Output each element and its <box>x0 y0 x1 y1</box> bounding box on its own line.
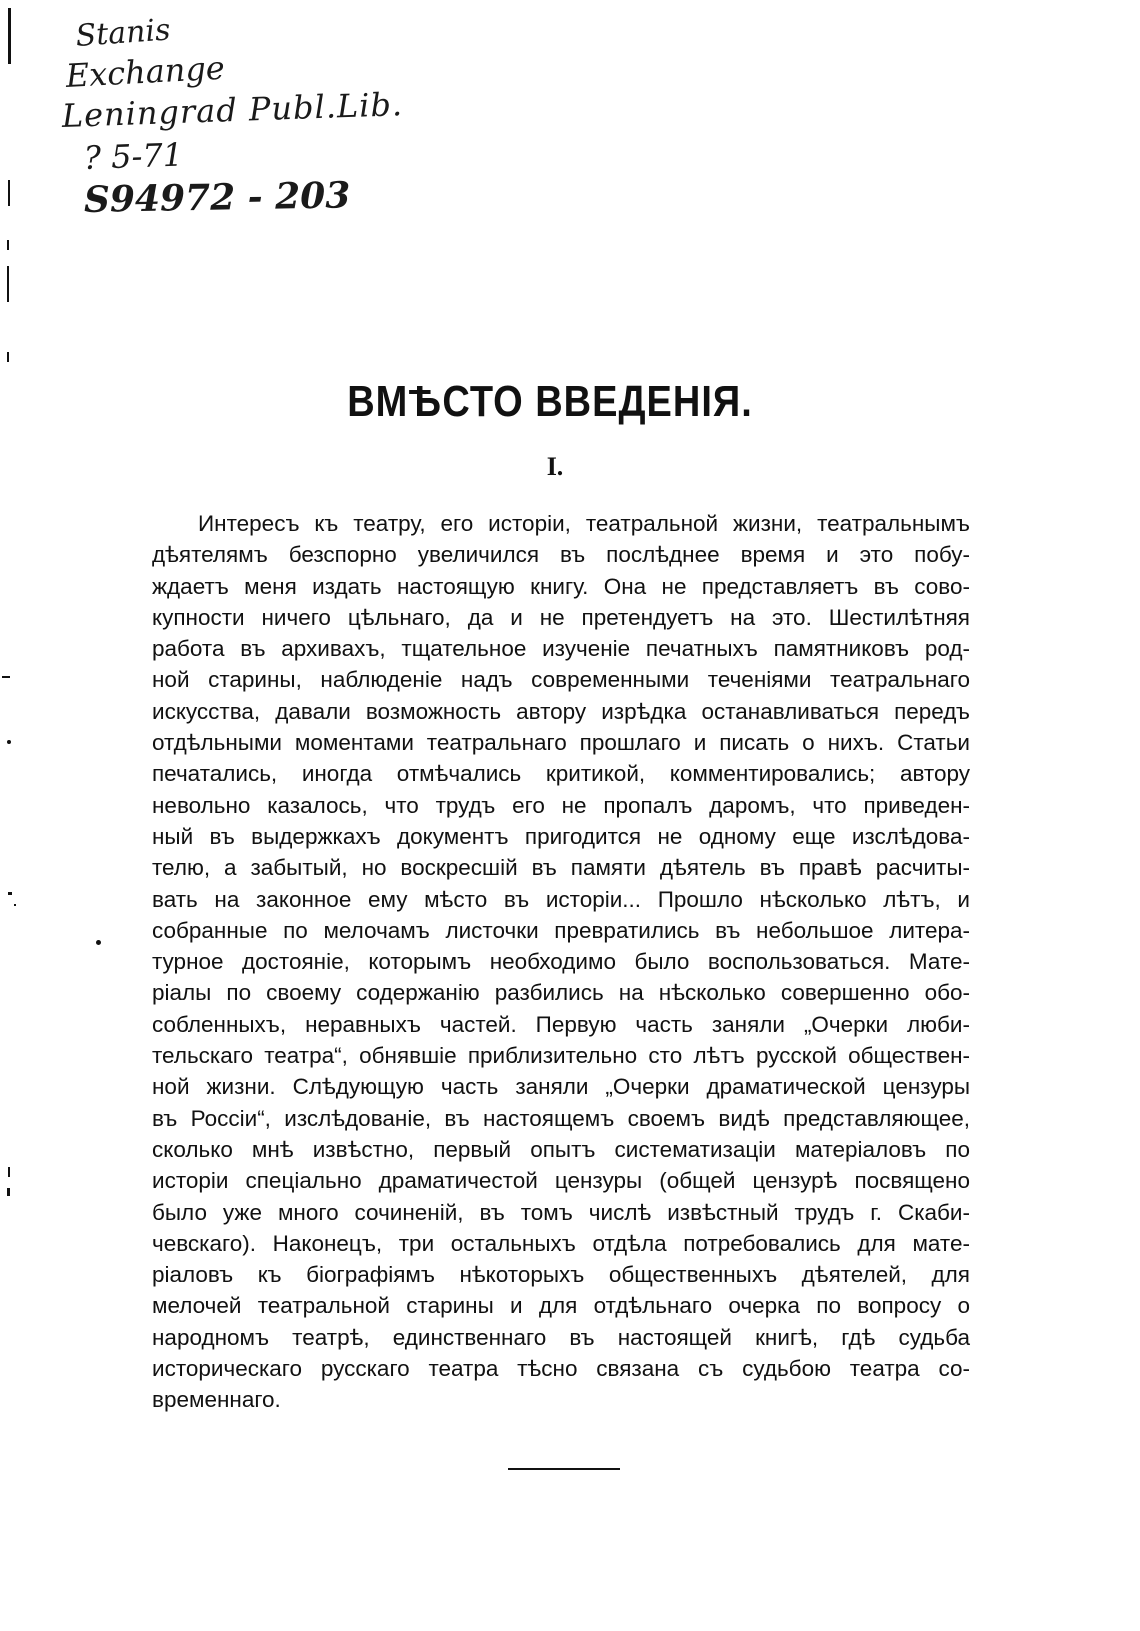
text-line: ный въ выдержкахъ документъ пригодится не одному еще изслѣдова- <box>152 823 970 849</box>
scan-edge-mark <box>96 940 101 945</box>
scan-edge-mark <box>2 676 10 678</box>
text-line: временнаго. <box>152 1387 281 1413</box>
scan-edge-mark <box>7 740 11 744</box>
scan-edge-mark <box>7 352 9 362</box>
section-divider <box>508 1468 620 1470</box>
text-line: ждаетъ меня издать настоящую книгу. Она не представляетъ въ сово- <box>152 573 970 599</box>
scan-edge-mark <box>8 1167 10 1177</box>
text-line: отдѣльными моментами театральнаго прошлаго и писать о нихъ. Статьи <box>152 730 970 756</box>
annotation-line: S94972 - 203 <box>83 174 351 221</box>
body-paragraph <box>152 508 970 1416</box>
scan-edge-mark <box>8 892 12 895</box>
handwritten-annotation <box>61 12 482 226</box>
text-line: мелочей театральной старины и для отдѣльнаго очерка по вопросу о <box>152 1293 970 1319</box>
scan-edge-mark <box>7 240 9 250</box>
text-line: дѣятелямъ безспорно увеличился въ послѣднее время и это побу- <box>152 542 970 568</box>
text-line: ной жизни. Слѣдующую часть заняли „Очерки драматической цензуры <box>152 1074 970 1100</box>
scan-edge-mark <box>7 1188 10 1196</box>
scan-edge-mark <box>8 180 10 206</box>
scan-edge-mark <box>8 8 11 64</box>
text-line: народномъ театрѣ, единственнаго въ настоящей книгѣ, гдѣ судьба <box>152 1324 970 1350</box>
text-line: ріалы по своему содержанію разбились на нѣсколько совершенно обо- <box>152 980 970 1006</box>
text-line: купности ничего цѣльнаго, да и не претендуетъ на это. Шестилѣтняя <box>152 604 970 630</box>
text-line: ріаловъ къ біографіямъ нѣкоторыхъ общественныхъ дѣятелей, для <box>152 1262 970 1288</box>
text-line: Интересъ къ театру, его исторіи, театральной жизни, театральнымъ <box>198 511 970 536</box>
text-line: сколько мнѣ извѣстно, первый опытъ систематизаціи матеріаловъ по <box>152 1136 970 1162</box>
annotation-line: ? 5-71 <box>83 135 184 177</box>
page-title: ВМѢСТО ВВЕДЕНІЯ. <box>347 378 753 427</box>
text-line: исторіи спеціально драматичестой цензуры (общей цензурѣ посвящено <box>152 1168 970 1194</box>
scan-edge-mark <box>14 904 16 906</box>
text-line: печатались, иногда отмѣчались критикой, комментировались; автору <box>152 761 970 787</box>
scan-edge-mark <box>7 266 9 302</box>
text-line: было уже много сочиненій, въ томъ числѣ извѣстный трудъ г. Скаби- <box>152 1199 970 1225</box>
text-line: работа въ архивахъ, тщательное изученіе печатныхъ памятниковъ род- <box>152 636 970 662</box>
annotation-line: Stanis <box>74 12 172 54</box>
section-number: I. <box>546 452 564 481</box>
annotation-line: Exchange <box>64 48 226 95</box>
text-line: чевскаго). Наконецъ, три остальныхъ отдѣла потребовались для мате- <box>152 1230 970 1256</box>
text-line: историческаго русскаго театра тѣсно связана съ судьбою театра со- <box>152 1356 970 1382</box>
text-line: въ Россіи“, изслѣдованіе, въ настоящемъ своемъ видѣ представляющее, <box>152 1105 970 1131</box>
text-line: собленныхъ, неравныхъ частей. Первую часть заняли „Очерки люби- <box>152 1011 970 1037</box>
text-line: собранные по мелочамъ листочки превратились въ небольшое литера- <box>152 917 970 943</box>
text-line: ной старины, наблюденіе надъ современными теченіями театральнаго <box>152 667 970 693</box>
text-line: искусства, давали возможность автору изрѣдка останавливаться передъ <box>152 698 970 724</box>
text-line: тельскаго театра“, обнявшіе приблизительно сто лѣтъ русской обществен- <box>152 1043 970 1069</box>
annotation-line: Leningrad Publ.Lib. <box>61 85 404 135</box>
text-line: вать на законное ему мѣсто въ исторіи... Прошло нѣсколько лѣтъ, и <box>152 886 970 912</box>
text-line: турное достояніе, которымъ необходимо было воспользоваться. Мате- <box>152 949 970 975</box>
text-line: невольно казалось, что трудъ его не пропалъ даромъ, что приведен- <box>152 792 970 818</box>
text-line: телю, а забытый, но воскресшій въ памяти дѣятель въ правѣ расчиты- <box>152 855 970 881</box>
